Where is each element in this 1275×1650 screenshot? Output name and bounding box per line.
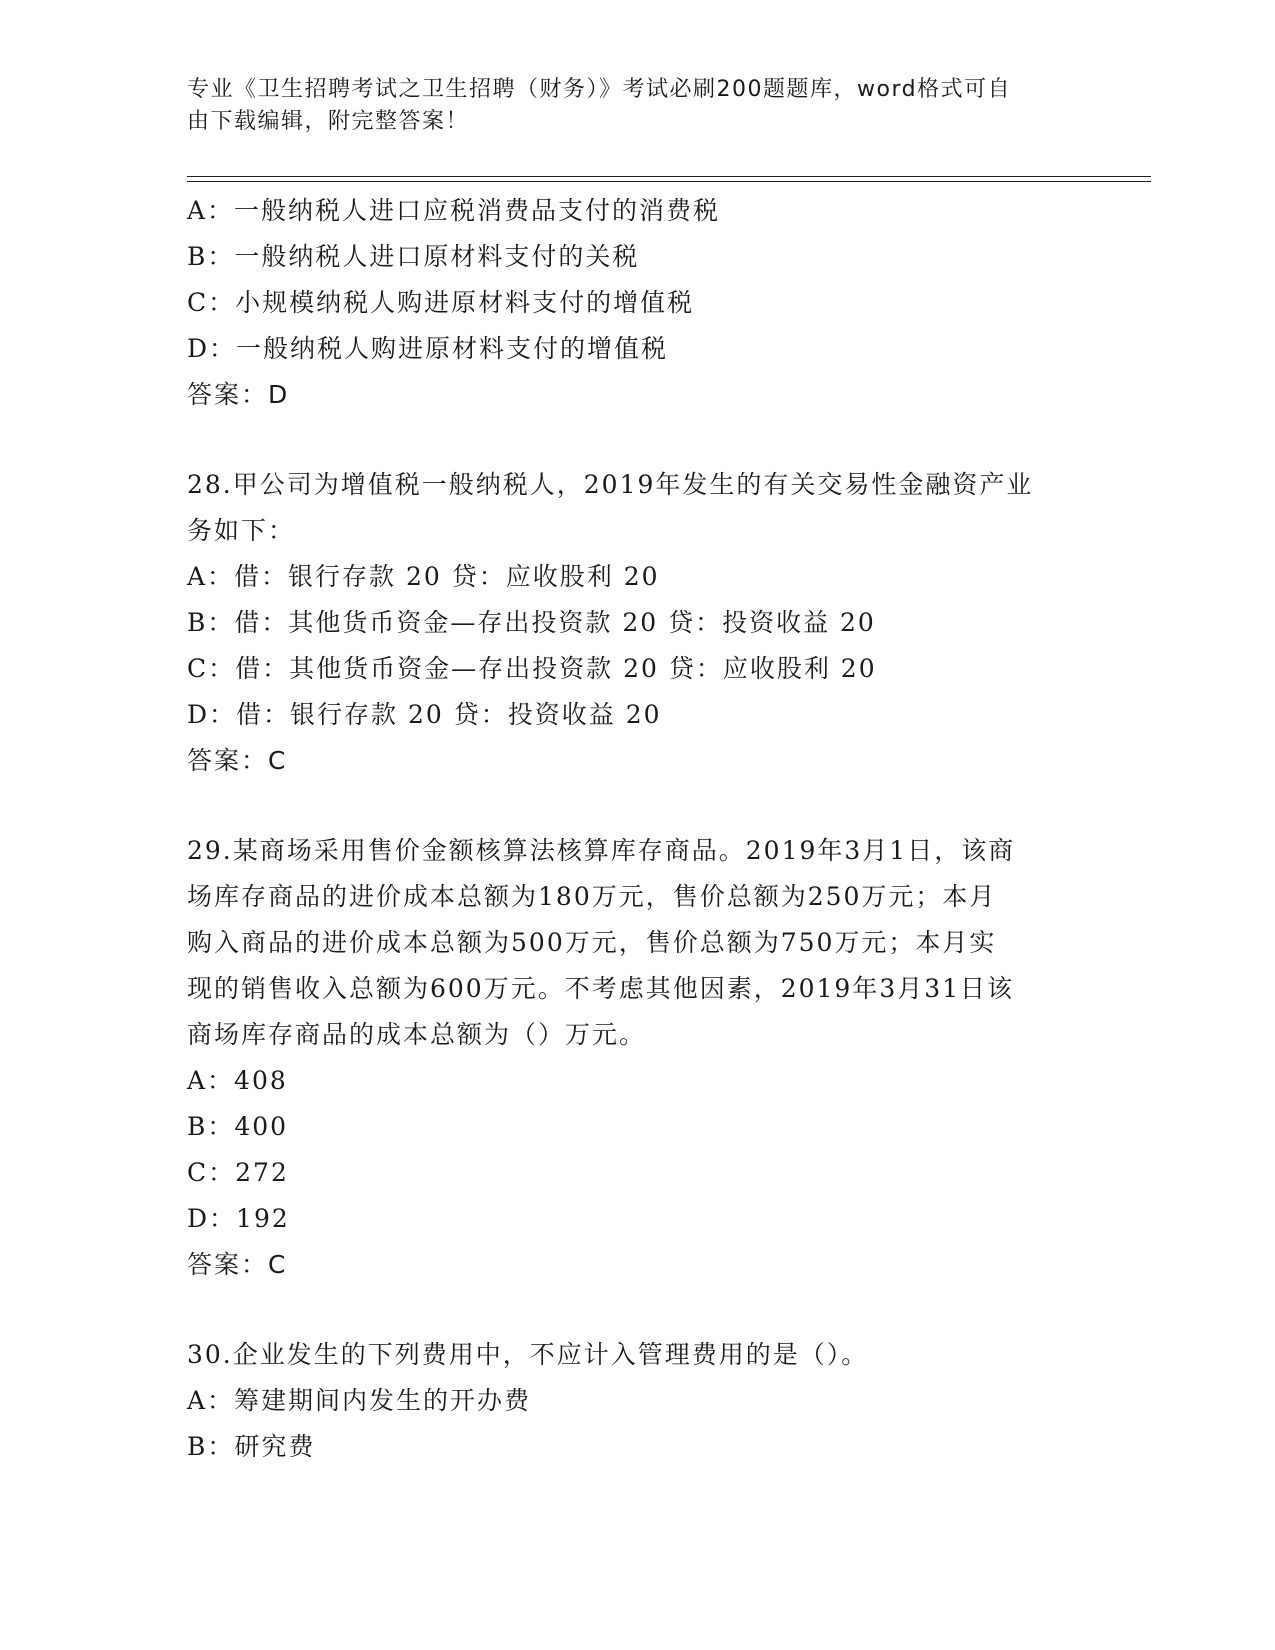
option-a: A：一般纳税人进口应税消费品支付的消费税 bbox=[187, 196, 721, 225]
question-stem-line: 现的销售收入总额为600万元。不考虑其他因素，2019年3月31日该 bbox=[187, 974, 1015, 1003]
question-29 bbox=[187, 828, 1087, 1288]
question-stem-line: 务如下： bbox=[187, 516, 296, 545]
option-d: D：借：银行存款 20 贷：投资收益 20 bbox=[187, 700, 662, 729]
question-content bbox=[187, 188, 1087, 1470]
header-line-1: 专业《卫生招聘考试之卫生招聘（财务）》考试必刷200题题库，word格式可自 bbox=[187, 77, 1012, 102]
option-a: A：408 bbox=[187, 1066, 288, 1095]
question-stem-line: 商场库存商品的成本总额为（）万元。 bbox=[187, 1020, 647, 1049]
option-d: D：一般纳税人购进原材料支付的增值税 bbox=[187, 334, 669, 363]
question-stem-line: 场库存商品的进价成本总额为180万元，售价总额为250万元；本月 bbox=[187, 882, 997, 911]
option-d: D：192 bbox=[187, 1204, 290, 1233]
option-b: B：一般纳税人进口原材料支付的关税 bbox=[187, 242, 640, 271]
header-divider-bottom bbox=[187, 181, 1151, 182]
option-a: A：借：银行存款 20 贷：应收股利 20 bbox=[187, 562, 660, 591]
question-30 bbox=[187, 1332, 1087, 1470]
question-stem-line: 29.某商场采用售价金额核算法核算库存商品。2019年3月1日，该商 bbox=[187, 836, 1016, 865]
question-stem-line: 购入商品的进价成本总额为500万元，售价总额为750万元；本月实 bbox=[187, 928, 997, 957]
header-divider-top bbox=[187, 176, 1151, 177]
option-c: C：小规模纳税人购进原材料支付的增值税 bbox=[187, 288, 695, 317]
header-line-2: 由下载编辑，附完整答案！ bbox=[187, 109, 470, 134]
option-b: B：研究费 bbox=[187, 1432, 316, 1461]
question-27 bbox=[187, 188, 1087, 418]
question-stem-line: 30.企业发生的下列费用中，不应计入管理费用的是（）。 bbox=[187, 1340, 869, 1369]
option-b: B：400 bbox=[187, 1112, 289, 1141]
question-28 bbox=[187, 462, 1087, 784]
document-header bbox=[187, 74, 1087, 138]
option-b: B：借：其他货币资金—存出投资款 20 贷：投资收益 20 bbox=[187, 608, 876, 637]
option-c: C：272 bbox=[187, 1158, 289, 1187]
option-a: A：筹建期间内发生的开办费 bbox=[187, 1386, 532, 1415]
answer-text: 答案：C bbox=[187, 1250, 288, 1279]
question-stem-line: 28.甲公司为增值税一般纳税人，2019年发生的有关交易性金融资产业 bbox=[187, 470, 1034, 499]
option-c: C：借：其他货币资金—存出投资款 20 贷：应收股利 20 bbox=[187, 654, 877, 683]
answer-text: 答案：C bbox=[187, 746, 288, 775]
answer-text: 答案：D bbox=[187, 380, 290, 409]
